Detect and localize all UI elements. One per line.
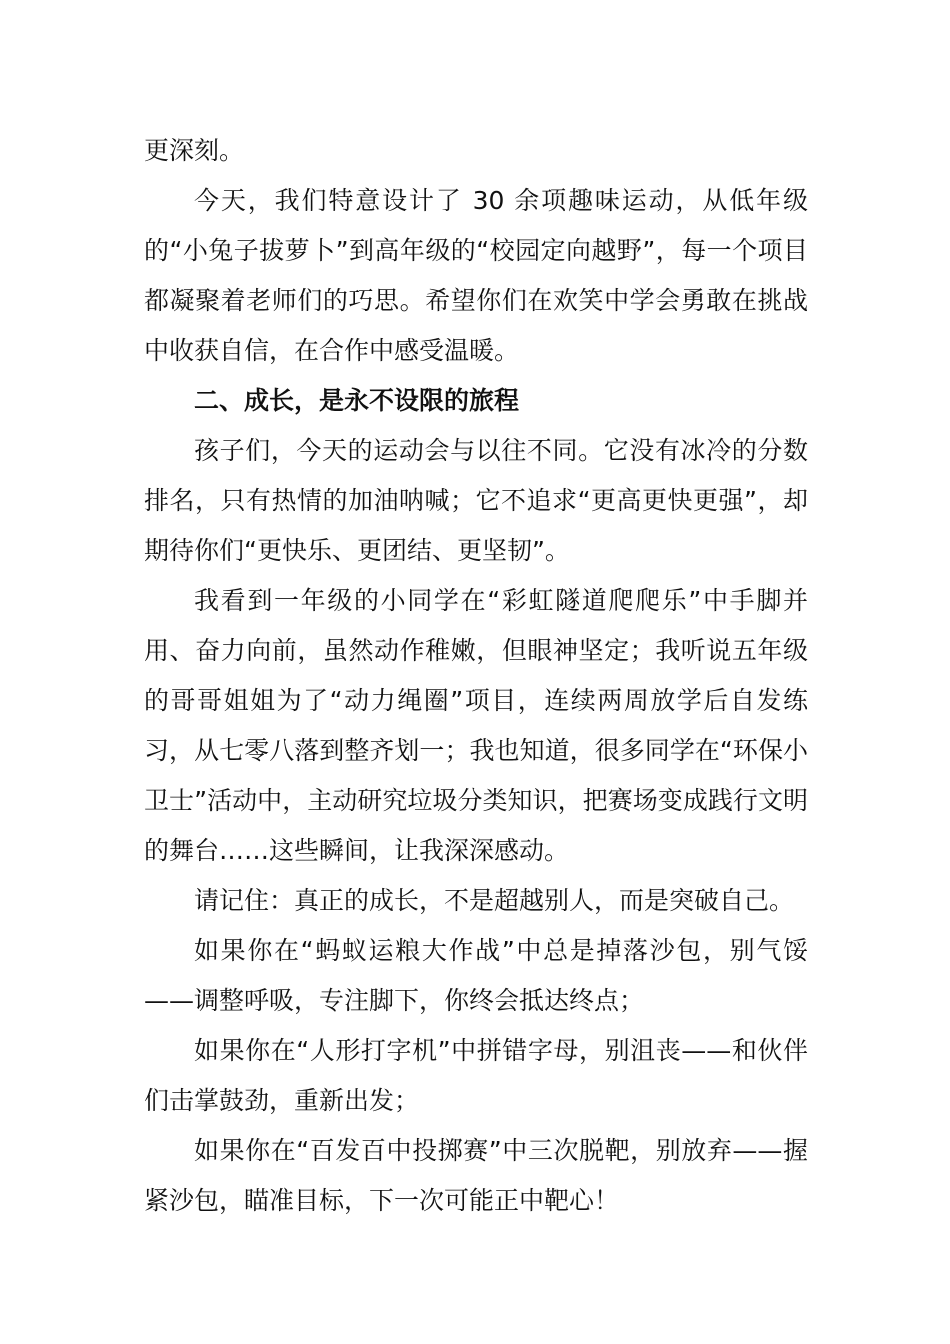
paragraph-remember: 请记住：真正的成长，不是超越别人，而是突破自己。 — [194, 886, 795, 915]
paragraph-activities-intro: 今天，我们特意设计了 30 余项趣味运动，从低年级的“小兔子拔萝卜”到高年级的“校园定向越野”，每一个项目都凝聚着老师们的巧思。希望你们在欢笑中学会勇敢在挑战中收获自信，在合作中感受温暖。 — [144, 186, 808, 365]
section-heading: 二、成长，是永不设限的旅程 — [194, 386, 520, 415]
paragraph-ant-game: 如果你在“蚂蚁运粮大作战”中总是掉落沙包，别气馁——调整呼吸，专注脚下，你终会抵达终点； — [144, 936, 808, 1015]
paragraph-throwing-game: 如果你在“百发百中投掷赛”中三次脱靶，别放弃——握紧沙包，瞄准目标，下一次可能正中靶心！ — [144, 1136, 808, 1215]
paragraph-continuation: 更深刻。 — [144, 136, 245, 165]
paragraph-sports-meeting: 孩子们，今天的运动会与以往不同。它没有冰冷的分数排名，只有热情的加油呐喊；它不追求“更高更快更强”，却期待你们“更快乐、更团结、更坚韧”。 — [144, 436, 808, 565]
document-body — [144, 126, 808, 1226]
paragraph-typewriter-game: 如果你在“人形打字机”中拼错字母，别沮丧——和伙伴们击掌鼓劲，重新出发； — [144, 1036, 808, 1115]
paragraph-moments: 我看到一年级的小同学在“彩虹隧道爬爬乐”中手脚并用、奋力向前，虽然动作稚嫩，但眼神坚定；我听说五年级的哥哥姐姐为了“动力绳圈”项目，连续两周放学后自发练习，从七零八落到整齐划一；我也知道，很多同学在“环保小卫士”活动中，主动研究垃圾分类知识，把赛场变成践行文明的舞台……这些瞬间，让我深深感动。 — [144, 586, 808, 865]
